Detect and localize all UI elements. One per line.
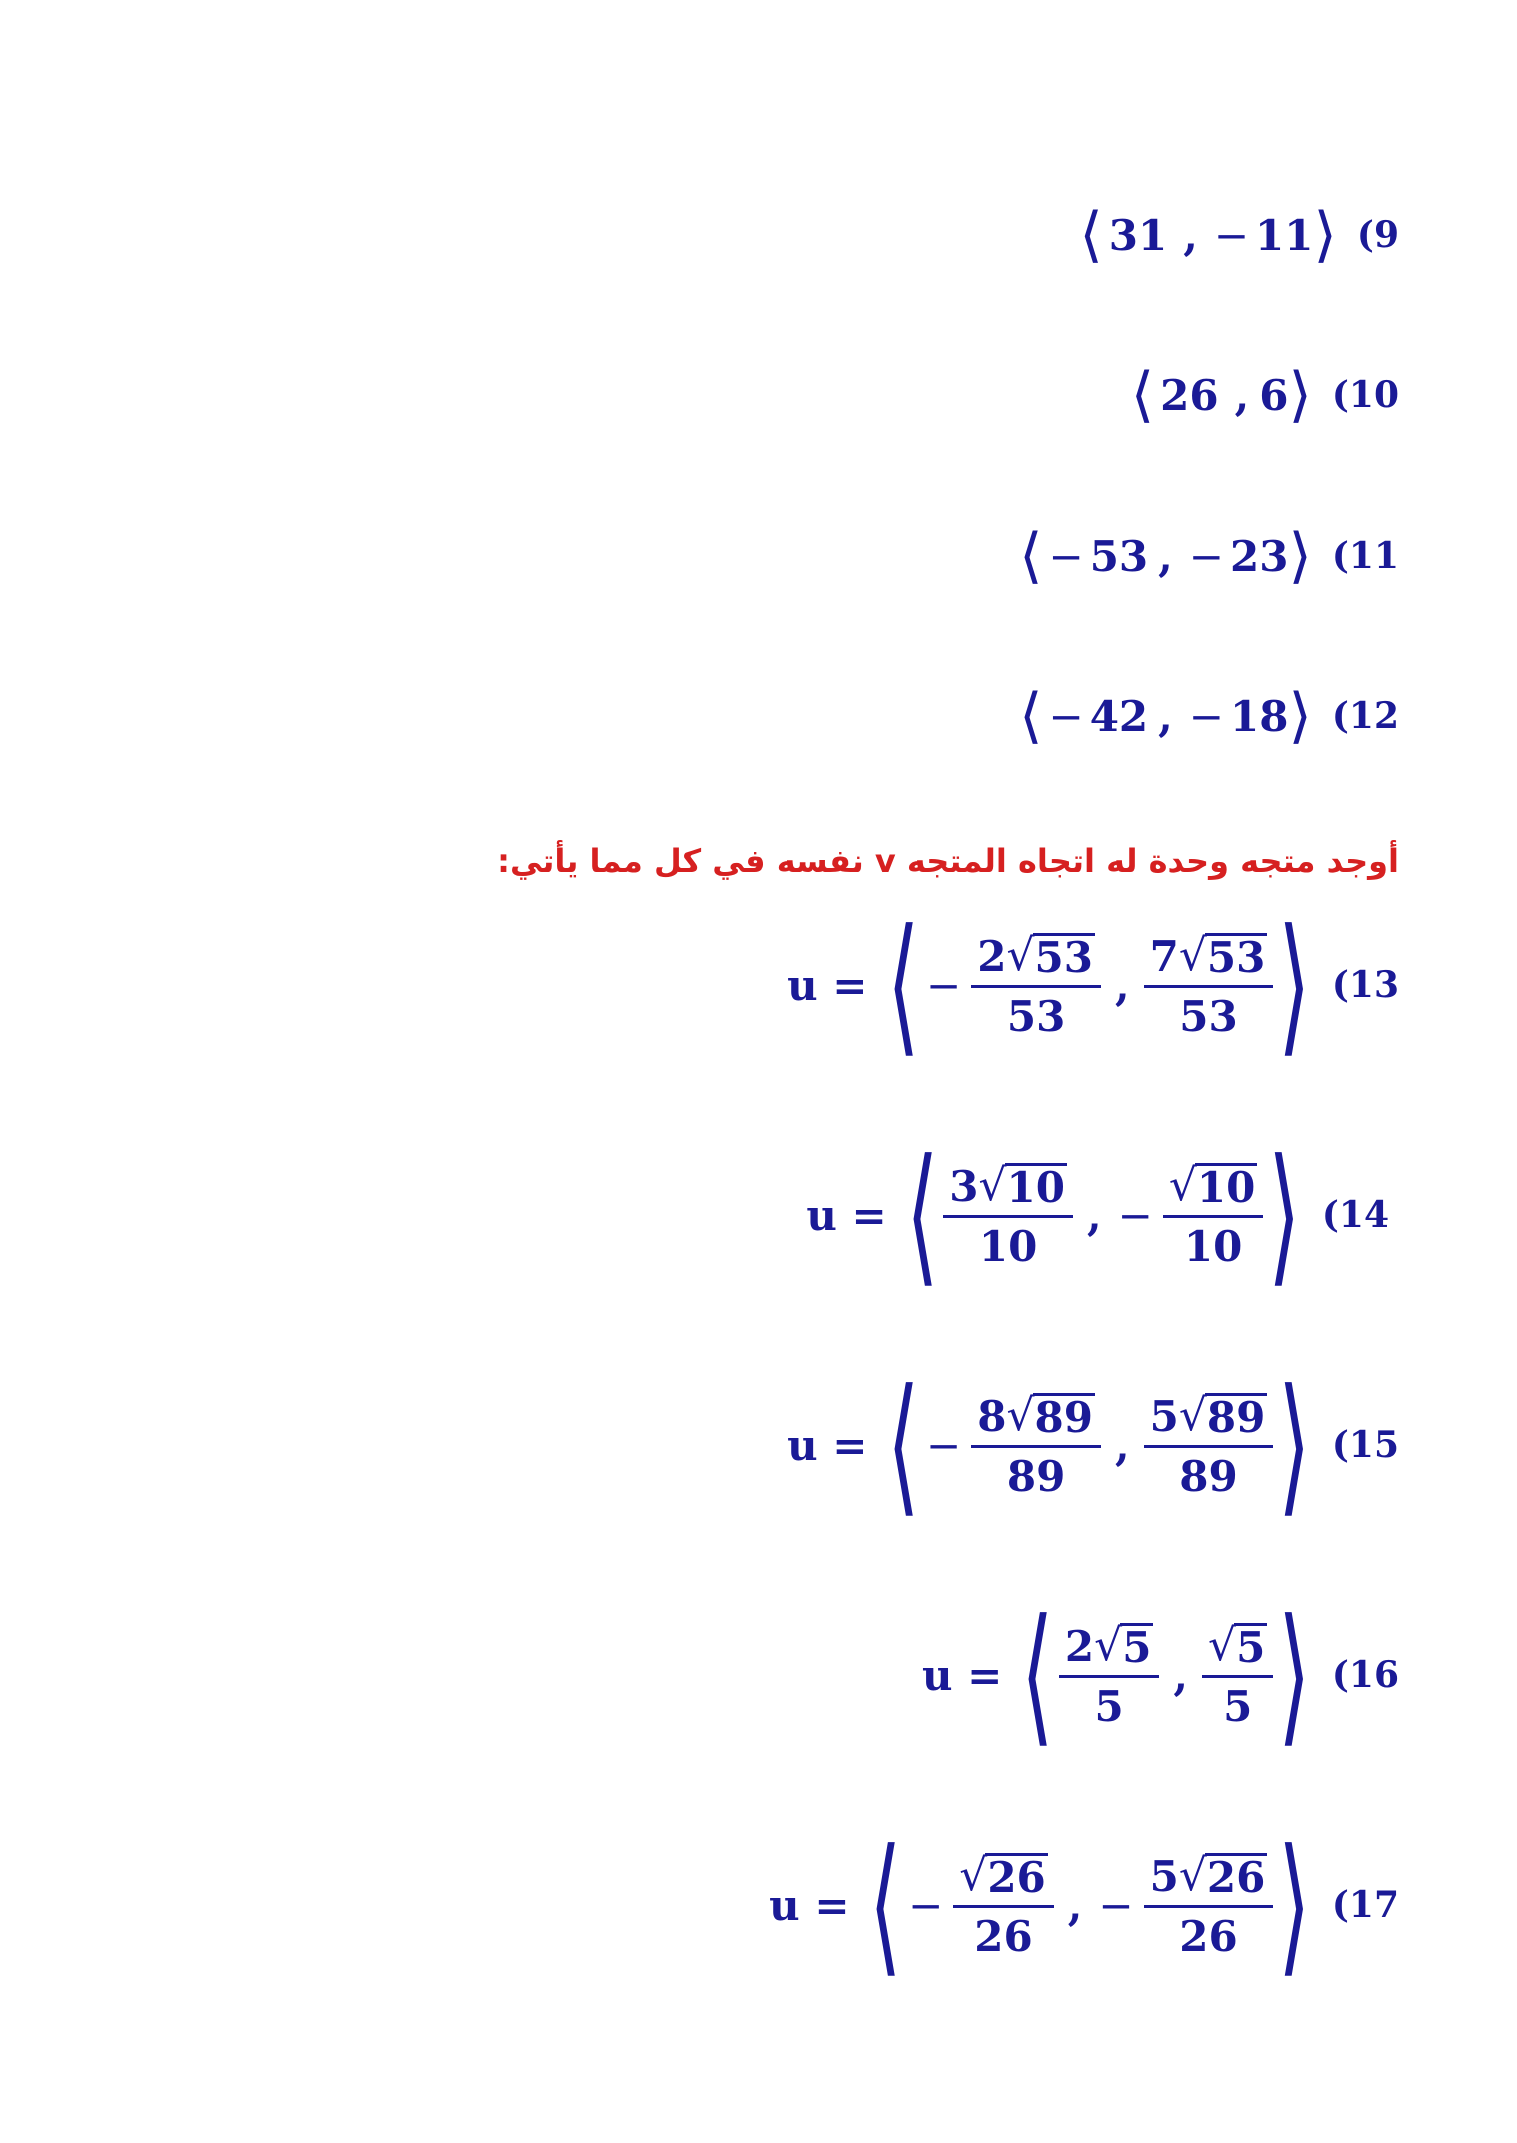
- fraction: 5 √ 26 26: [1144, 1850, 1274, 1961]
- item-12: [1019, 681, 1399, 751]
- item-number: (16: [1331, 1654, 1399, 1696]
- vector-12: ⟨ − 42 , − 18 ⟩: [1019, 681, 1312, 751]
- item-number: (12: [1331, 695, 1399, 737]
- vector-11: ⟨ − 53 , − 23 ⟩: [1019, 521, 1312, 591]
- fraction: 5 √ 89 89: [1144, 1390, 1274, 1501]
- vector-9: ⟨ 31 , − 11 ⟩: [1079, 200, 1337, 270]
- fraction: √ 26 26: [953, 1850, 1054, 1961]
- item-number: (10: [1331, 374, 1399, 416]
- item-13: u = ⟨ − 2 √ 53 53 , 7 √ 53 53 ⟩ (13: [787, 898, 1399, 1072]
- item-11: [1019, 521, 1399, 591]
- fraction: √ 10 10: [1163, 1160, 1264, 1271]
- vector-10: ⟨ 26 , 6 ⟩: [1130, 360, 1312, 430]
- fraction: 2 √ 53 53: [971, 930, 1101, 1041]
- item-number: (14: [1321, 1194, 1389, 1236]
- item-10: [1130, 360, 1399, 430]
- item-9: [1079, 200, 1399, 270]
- fraction: 8 √ 89 89: [971, 1390, 1101, 1501]
- item-16: u = ⟨ 2 √ 5 5 , √ 5 5 ⟩ (16: [922, 1588, 1399, 1762]
- item-number: (13: [1331, 964, 1399, 1006]
- fraction: √ 5 5: [1202, 1620, 1273, 1731]
- item-14: u = ⟨ 3 √ 10 10 , − √ 10 10 ⟩ (14: [806, 1128, 1389, 1302]
- fraction: 2 √ 5 5: [1059, 1620, 1160, 1731]
- item-15: u = ⟨ − 8 √ 89 89 , 5 √ 89 89 ⟩ (15: [787, 1358, 1399, 1532]
- item-number: (11: [1331, 535, 1399, 577]
- fraction: 3 √ 10 10: [943, 1160, 1073, 1271]
- fraction: 7 √ 53 53: [1144, 930, 1274, 1041]
- item-number: (15: [1331, 1424, 1399, 1466]
- item-number: (17: [1331, 1884, 1399, 1926]
- section-heading: أوجد متجه وحدة له اتجاه المتجه v نفسه في كل مما يأتي:: [497, 842, 1399, 880]
- item-number: (9: [1356, 214, 1399, 256]
- item-17: u = ⟨ − √ 26 26 , − 5 √ 26 26 ⟩ (17: [769, 1818, 1399, 1992]
